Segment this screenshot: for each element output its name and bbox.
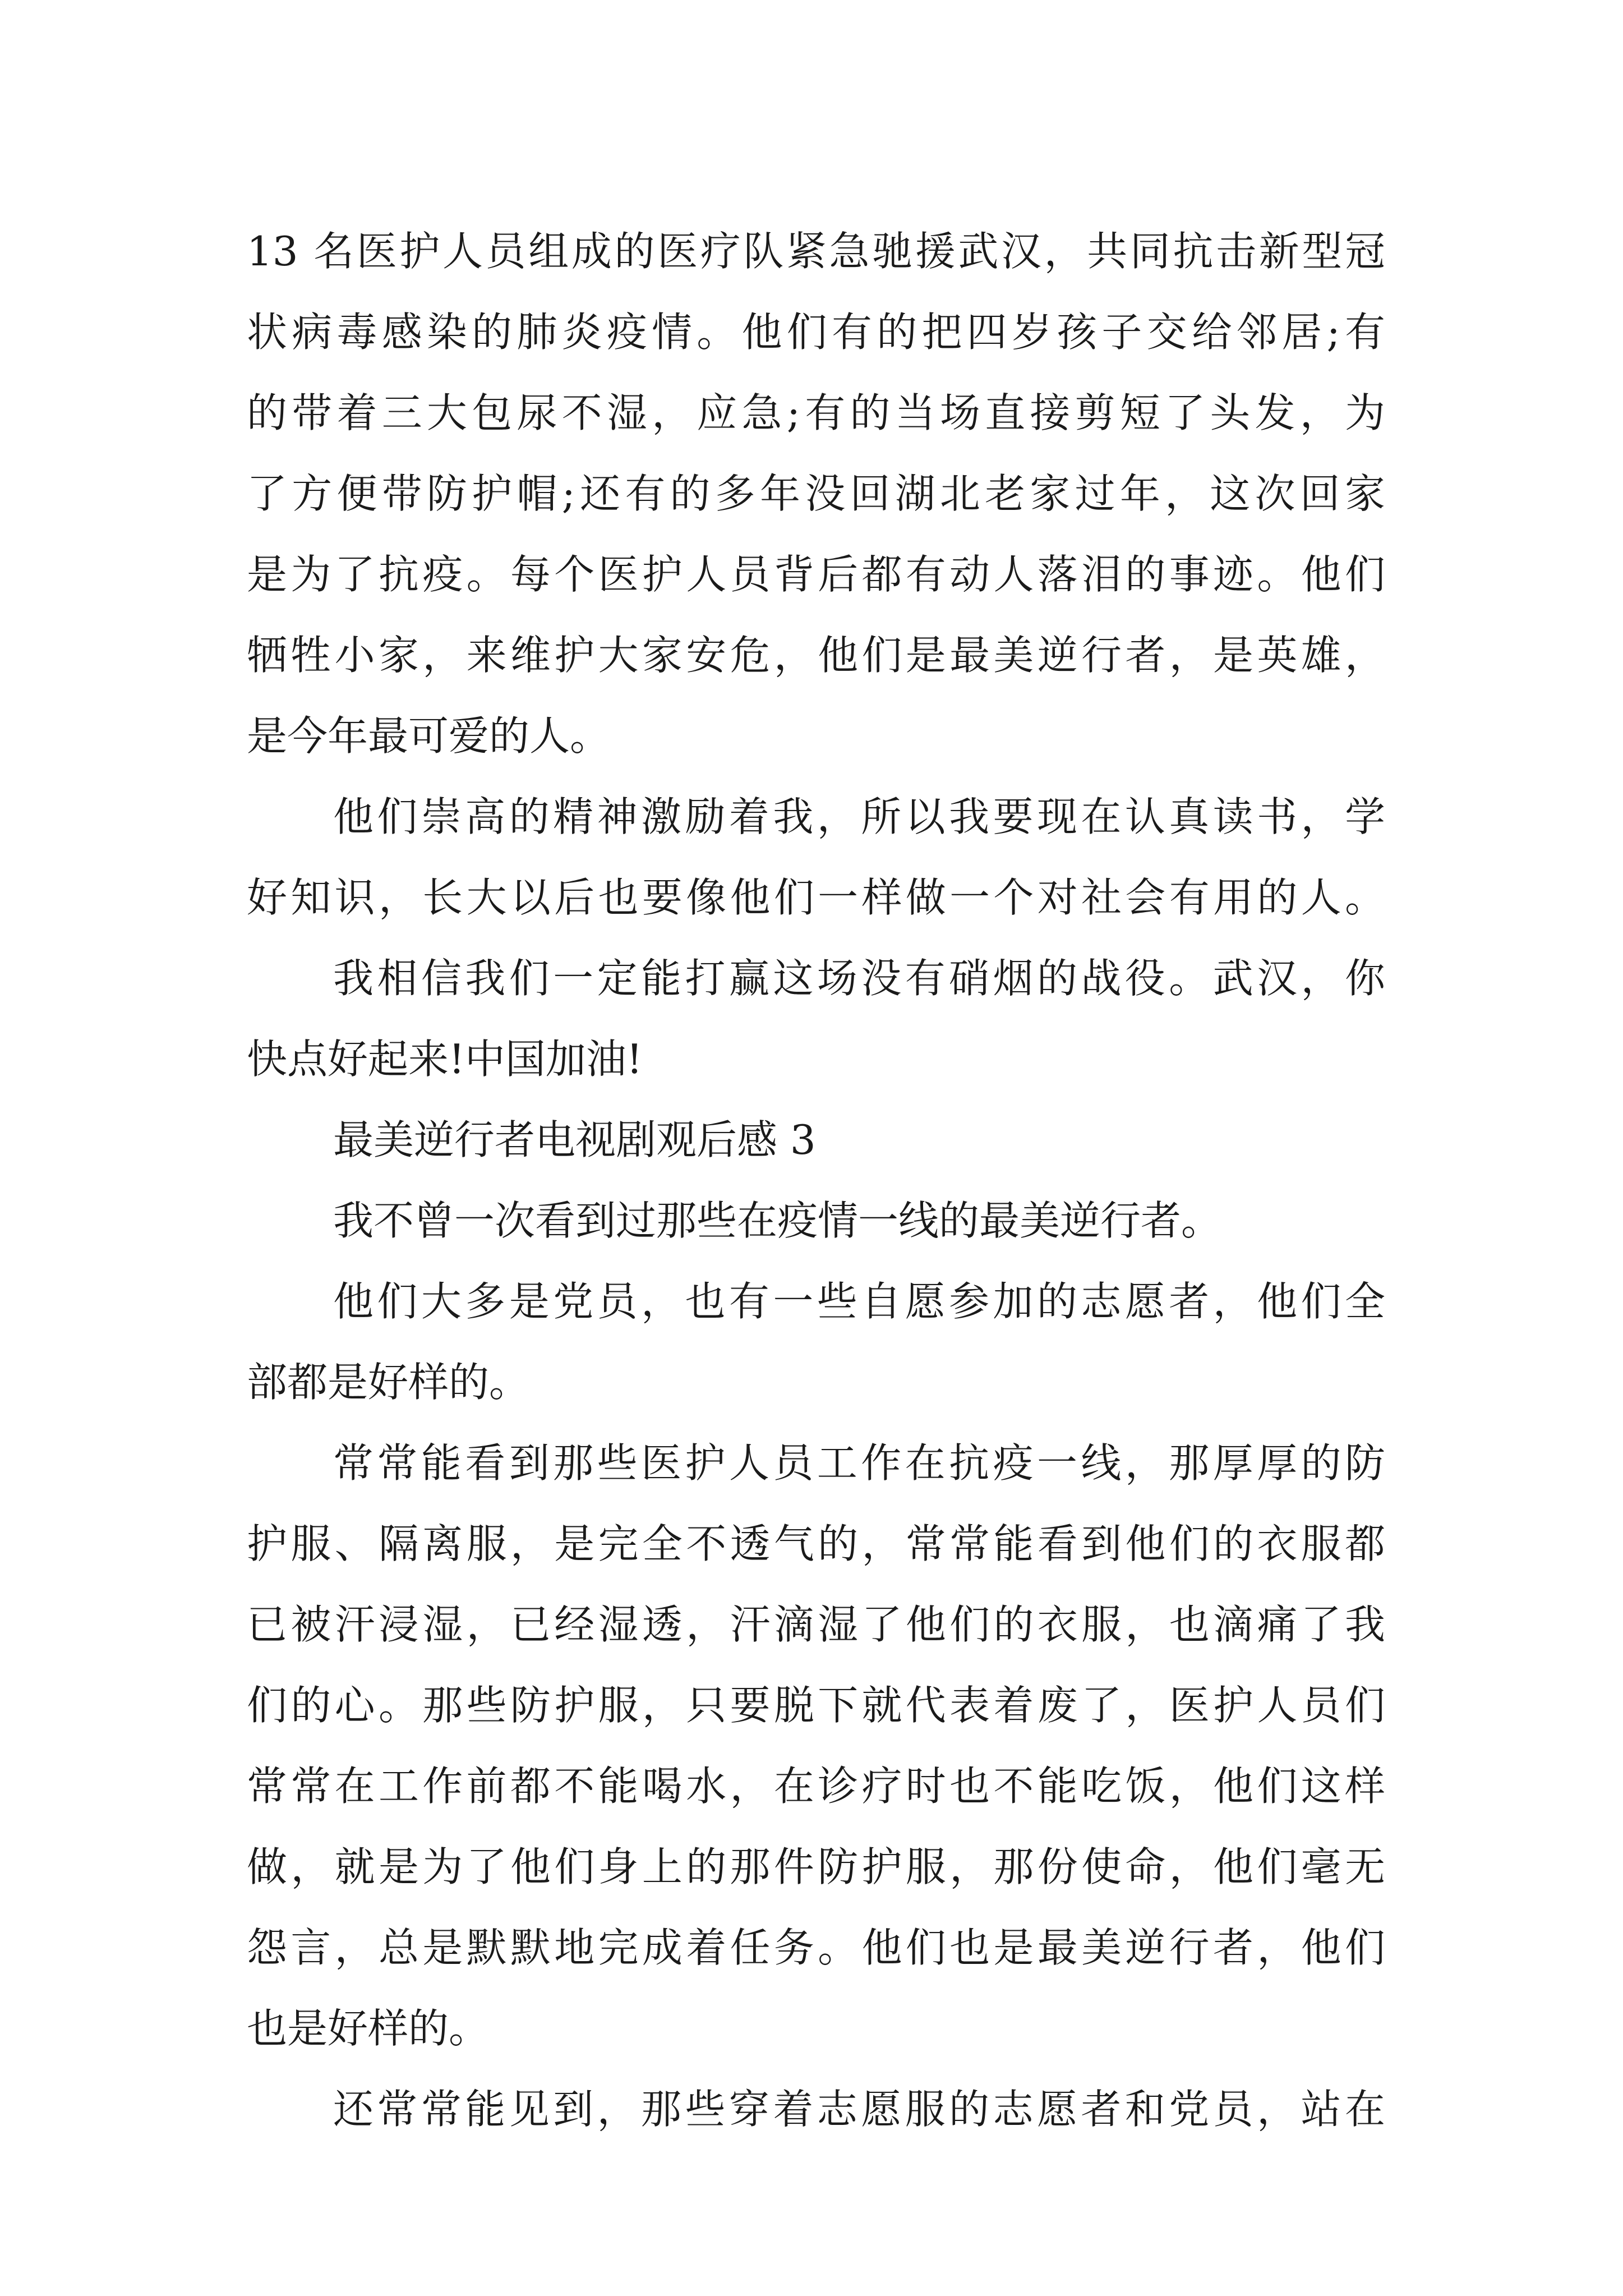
- text-line: 我不曾一次看到过那些在疫情一线的最美逆行者。: [333, 1197, 1222, 1244]
- text-line: 我相信我们一定能打赢这场没有硝烟的战役。武汉，你: [333, 955, 1385, 1002]
- text-line: 是为了抗疫。每个医护人员背后都有动人落泪的事迹。他们: [247, 551, 1385, 598]
- text-line: 怨言，总是默默地完成着任务。他们也是最美逆行者，他们: [247, 1924, 1385, 1971]
- text-line: 了方便带防护帽;还有的多年没回湖北老家过年，这次回家: [247, 470, 1385, 517]
- text-line: 常常能看到那些医护人员工作在抗疫一线，那厚厚的防: [333, 1439, 1385, 1487]
- text-line: 常常在工作前都不能喝水，在诊疗时也不能吃饭，他们这样: [247, 1763, 1385, 1810]
- text-line: 13 名医护人员组成的医疗队紧急驰援武汉，共同抗击新型冠: [247, 228, 1385, 275]
- text-line: 最美逆行者电视剧观后感 3: [333, 1116, 816, 1163]
- text-line: 状病毒感染的肺炎疫情。他们有的把四岁孩子交给邻居;有: [247, 309, 1385, 356]
- text-line: 是今年最可爱的人。: [247, 712, 611, 760]
- body-text: [247, 211, 1385, 2150]
- text-line: 做，就是为了他们身上的那件防护服，那份使命，他们毫无: [247, 1843, 1385, 1890]
- text-line: 好知识，长大以后也要像他们一样做一个对社会有用的人。: [247, 874, 1385, 921]
- text-line: 快点好起来!中国加油!: [247, 1036, 643, 1083]
- text-line: 的带着三大包尿不湿，应急;有的当场直接剪短了头发，为: [247, 389, 1385, 436]
- text-line: 已被汗浸湿，已经湿透，汗滴湿了他们的衣服，也滴痛了我: [247, 1601, 1385, 1648]
- text-line: 他们大多是党员，也有一些自愿参加的志愿者，他们全: [333, 1278, 1385, 1325]
- text-line: 还常常能见到，那些穿着志愿服的志愿者和党员，站在: [333, 2086, 1385, 2133]
- text-line: 他们崇高的精神激励着我，所以我要现在认真读书，学: [333, 793, 1385, 840]
- text-line: 牺牲小家，来维护大家安危，他们是最美逆行者，是英雄，: [247, 632, 1385, 679]
- text-line: 护服、隔离服，是完全不透气的，常常能看到他们的衣服都: [247, 1520, 1385, 1567]
- text-line: 部都是好样的。: [247, 1359, 530, 1406]
- text-line: 们的心。那些防护服，只要脱下就代表着废了，医护人员们: [247, 1682, 1385, 1729]
- text-line: 也是好样的。: [247, 2005, 490, 2052]
